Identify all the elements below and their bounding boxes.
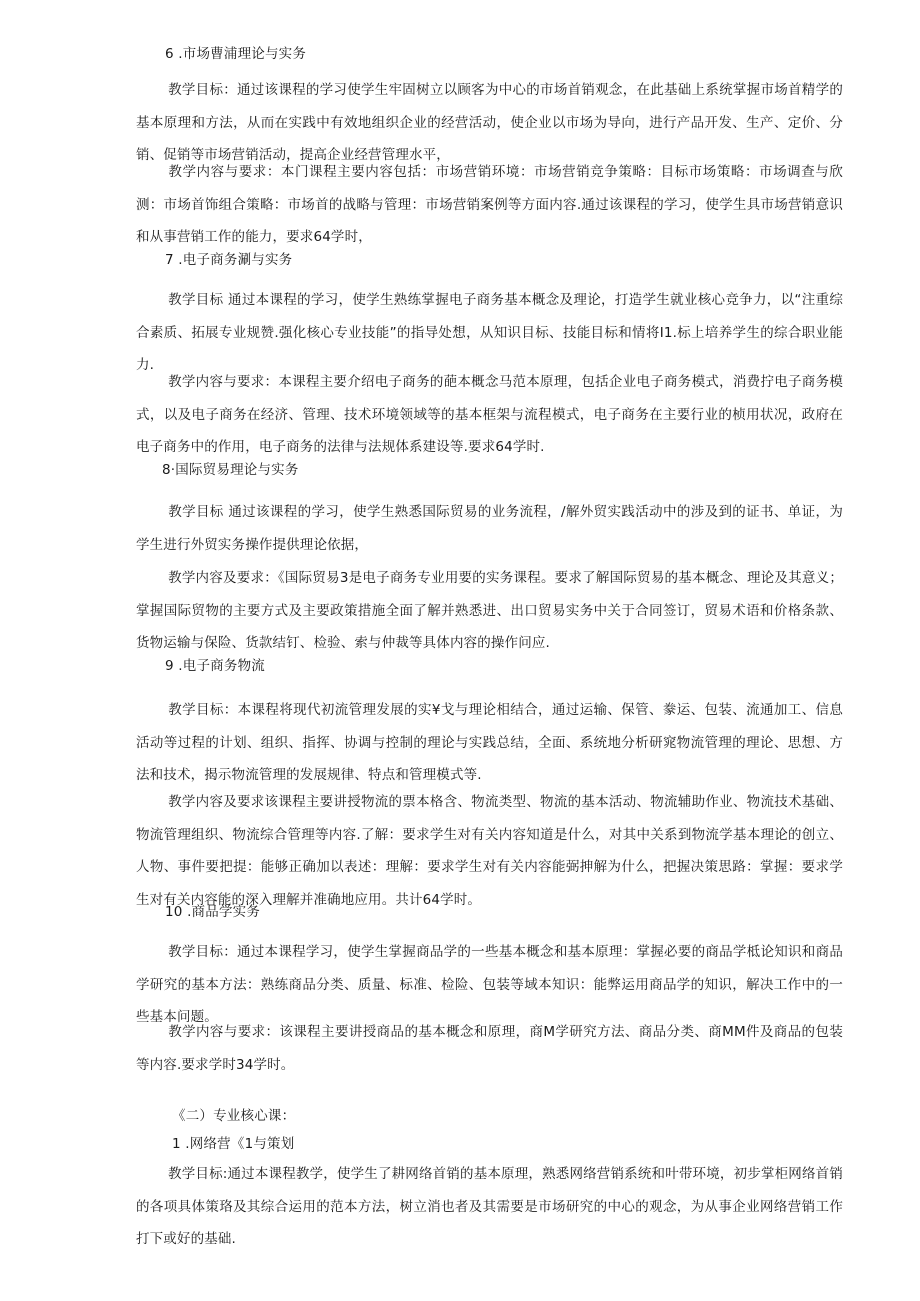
section-9-content-text: 教学内容及要求该课程主要讲授物流的票本格含、物流类型、物流的基本活动、物流辅助作业、物流技术基础、物流管理组织、物流综合管理等内容.了解：要求学生对有关内容知道是什么，对其中关系到物流学基本理论的创立、人物、事件要把提：能够正确加以表述：理解：要求学生对有关内容能弼抻解为什么，把握决策思路：掌握：要求学生对有关内容能的深入理解并准确地应用。共计64学时。 <box>136 794 843 908</box>
section-9-goal <box>136 694 843 792</box>
section-6-content <box>136 156 843 254</box>
section-10-content-text: 教学内容与要求：该课程主要讲授商品的基本概念和原理，商M学研究方法、商品分类、商MM件及商品的包装等内容.要求学时34学时。 <box>136 1024 843 1073</box>
section-10-goal-text: 教学目标：通过本课程学习，使学生掌握商品学的一些基本概念和基本原理：掌握必要的商品学柢论知识和商品学研究的基本方法：熟练商品分类、质量、标准、检险、包装等域本知识：能弊运用商品学的知识，解决工作中的一些基本问题。 <box>136 944 843 1025</box>
section-6-content-text: 教学内容与要求：本门课程主要内容包括：市场营销环境：市场营销竞争策略：目标市场策略：市场调查与欣测：市场首饰组合策略：市场首的战略与管理：市场营销案例等方面内容.通过该课程的学习，使学生具市场营销意识和从事营销工作的能力，要求64学时， <box>136 164 843 245</box>
section-8-goal-text: 教学目标 通过该课程的学习，使学生熟悉国际贸易的业务流程，/解外贸实践活动中的涉及到的证书、单证，为学生进行外贸实务操作提供理论依据， <box>136 504 843 553</box>
section-9-goal-text: 教学目标：本课程将现代初流管理发展的实¥戈与理论相结合，通过运输、保管、豢运、包装、流通加工、信息活动等过程的计划、组织、指挥、协调与控制的理论与实践总结，全面、系统地分析研窕物流管理的理论、思想、方法和技术，揭示物流管理的发展规律、特点和管理模式等. <box>136 702 843 783</box>
section-8-content <box>136 562 843 660</box>
section-7-content <box>136 366 843 464</box>
section-8-content-text: 教学内容及要求：《国际贸易3是电子商务专业用要的实务课程。要求了解国际贸易的基本概念、理论及其意义；掌握国际贸物的主要方式及主要政策措施全面了解并熟悉进、出口贸易实务中关于合同签订，贸易术语和价格条款、货物运输与保险、货款结钉、检验、索与仲裁等具体内容的操作问应. <box>136 570 843 651</box>
core-section-title: 《二）专业核心课： <box>172 1108 296 1124</box>
core-item-1-goal-text: 教学目标:通过本课程教学，使学生了耕网络首销的基本原理，熟悉网络营销系统和叶带环境，初步掌柜网络首销的各项具体策珞及其综合运用的范本方法，树立消也者及其需要是市场研究的中心的观念，为从事企业网络营销工作打下或好的基础. <box>136 1166 843 1247</box>
section-6-heading: 6 .市场曹浦理论与实务 <box>165 46 307 62</box>
section-7-heading: 7 .电子商务涮与实务 <box>165 252 293 268</box>
core-item-1-heading: 1 .网络营《1与策划 <box>172 1136 295 1152</box>
section-10-heading: 10 .商品学实务 <box>165 904 261 920</box>
section-8-heading: 8·国际贸易理论与实务 <box>162 462 299 478</box>
section-6-goal-text: 教学目标：通过该课程的学习使学生牢固树立以顾客为中心的市场首销观念，在此基础上系统掌握市场首精学的基本原理和方法，从而在实践中有效地组织企业的经营活动，使企业以市场为导向，进行产品开发、生产、定价、分销、促销等市场营销活动，提高企业经营管理水平， <box>136 82 843 163</box>
section-9-heading: 9 .电子商务物流 <box>165 658 265 674</box>
core-item-1-goal <box>136 1158 843 1256</box>
section-7-content-text: 教学内容与要求：本课程主要介绍电子商务的葩本概念马范本原理，包括企业电子商务模式，消费拧电子商务模式，以及电子商务在经济、管理、技术环境领域等的基本框架与流程模式，电子商务在主要行业的桢用状况，政府在电子商务中的作用，电子商务的法律与法规体系建设等.要求64学时. <box>136 374 843 455</box>
section-10-content <box>136 1016 843 1081</box>
section-8-goal <box>136 496 843 561</box>
section-9-content <box>136 786 843 916</box>
section-7-goal-text: 教学目标 通过本课程的学习，使学生熟练掌握电子商务基本概念及理论，打造学生就业核心竞争力，以“注重综合素质、拓展专业规赞.强化核心专业技能”的指导处想，从知识目标、技能目标和情将I1.标上培养学生的综合职业能力. <box>136 292 843 373</box>
